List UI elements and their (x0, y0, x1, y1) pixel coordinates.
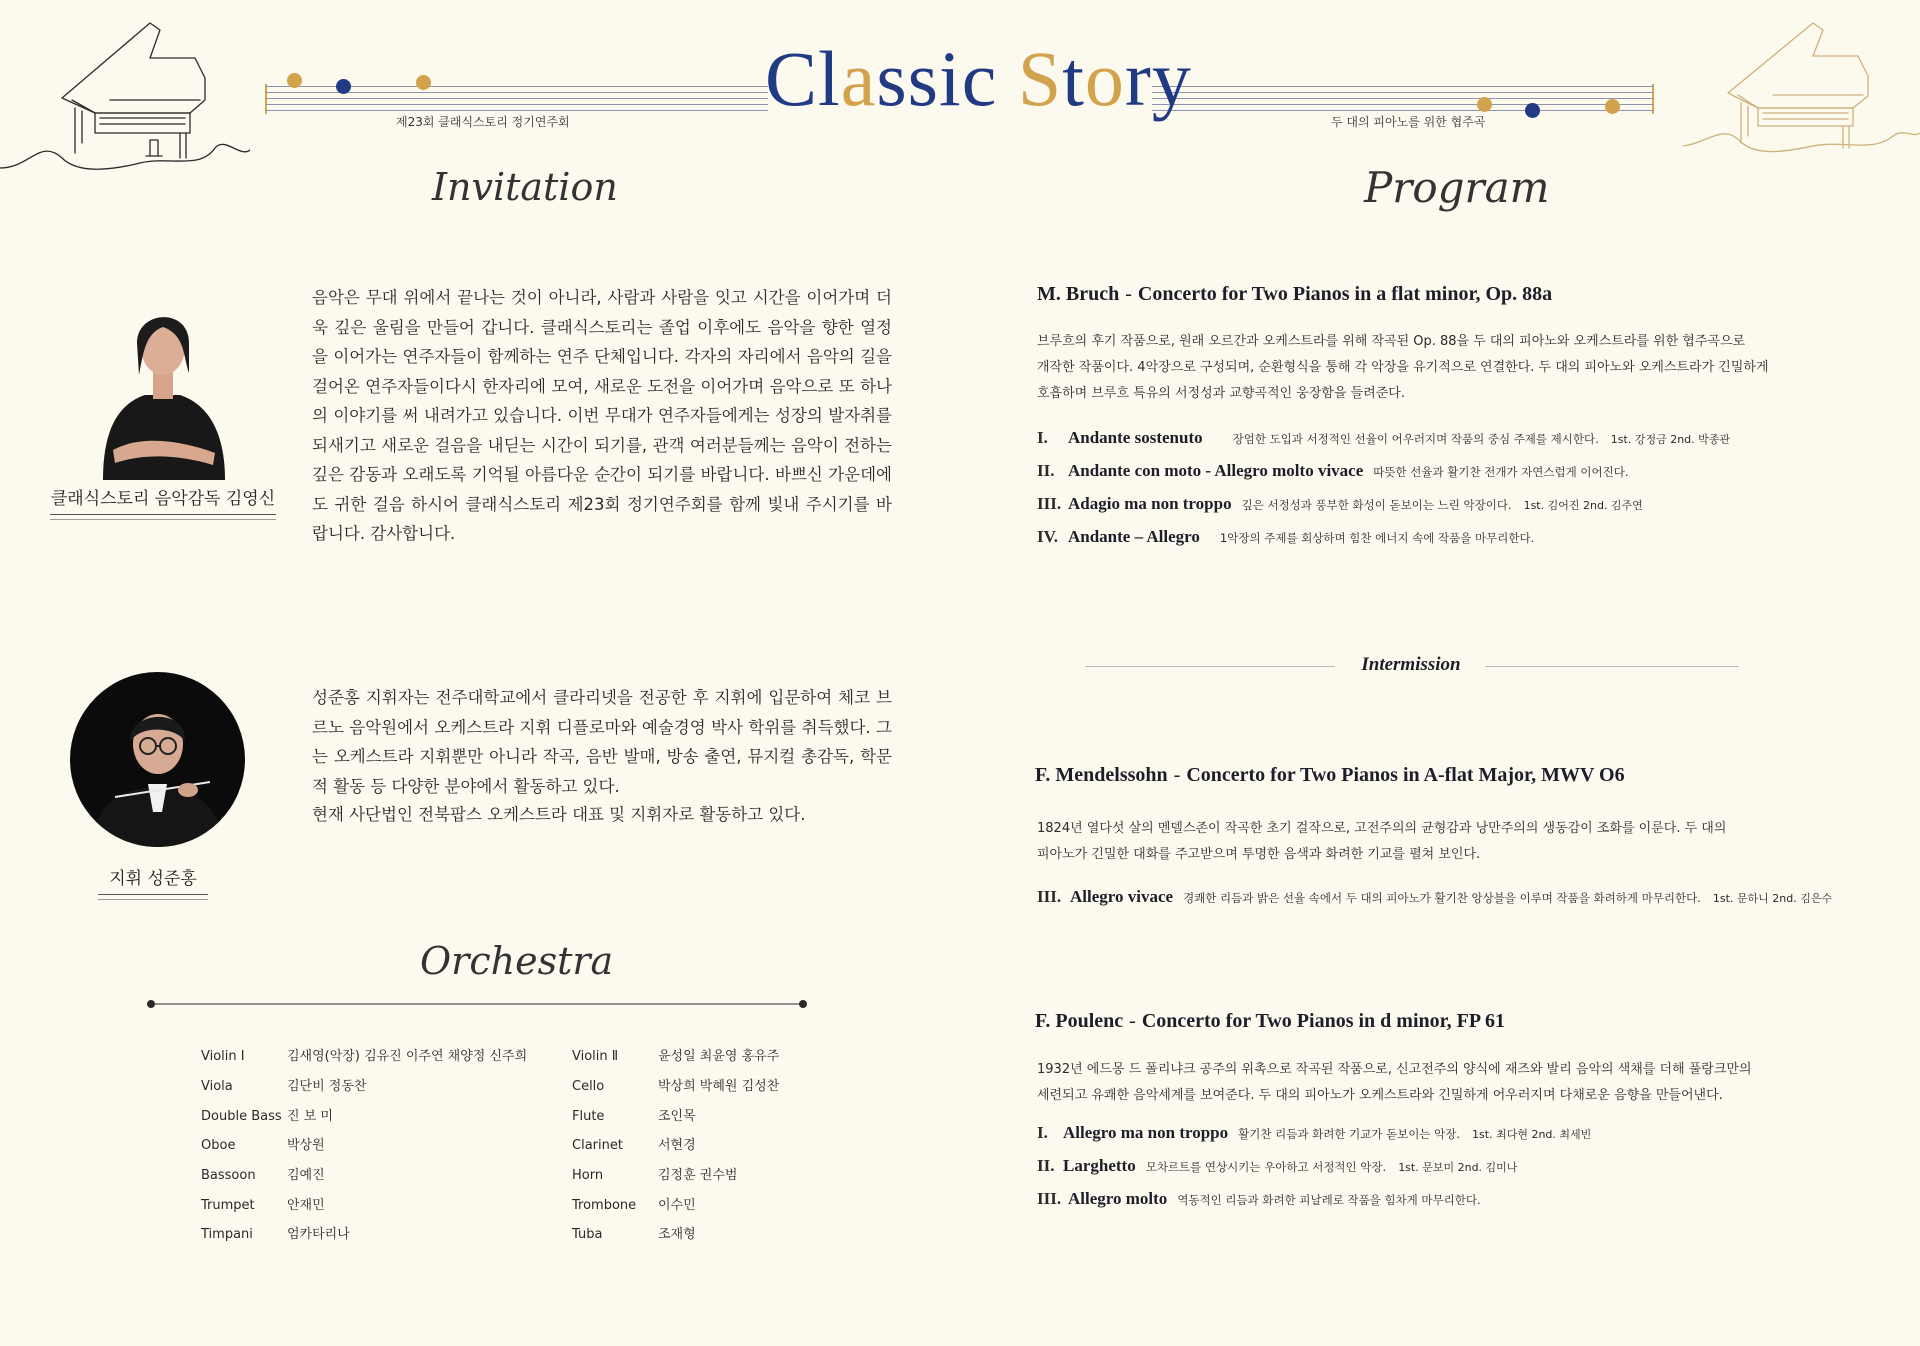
instrument-label: Oboe (201, 1138, 236, 1153)
description-line: 호흡하며 브루흐 특유의 서정성과 교향곡적인 웅장함을 들려준다. (1037, 386, 1405, 401)
movement-desc: 1악장의 주제를 회상하며 힘찬 에너지 속에 작품을 마무리한다. (1219, 531, 1535, 545)
note-dot (1605, 99, 1620, 114)
players-list: 안재민 (287, 1198, 325, 1213)
orchestra-row (572, 1194, 696, 1213)
intermission-label: Intermission (1361, 654, 1461, 675)
movement-name: Adagio ma non troppo (1068, 494, 1232, 513)
movement-name: Andante sostenuto (1068, 428, 1203, 447)
movement-desc: 모차르트를 연상시키는 우아하고 서정적인 악장. (1145, 1160, 1387, 1174)
movement-row (1037, 1156, 1517, 1176)
players-list: 박상원 (287, 1138, 325, 1153)
players-list: 김단비 정동찬 (287, 1079, 367, 1094)
movement-performers: 1st. 김어진 2nd. 김주연 (1523, 499, 1643, 512)
movement-desc: 장엄한 도입과 서정적인 선율이 어우러지며 작품의 중심 주제를 제시한다. (1232, 432, 1599, 446)
orchestra-row (201, 1164, 325, 1183)
players-list: 이수민 (658, 1198, 696, 1213)
orchestra-row (201, 1075, 366, 1094)
movement-number: I. (1037, 428, 1048, 447)
movement-desc: 깊은 서정성과 풍부한 화성이 돋보이는 느린 악장이다. (1241, 498, 1512, 512)
page-title: Classic Story (765, 35, 1192, 122)
orchestra-divider (145, 998, 810, 1010)
orchestra-row (201, 1105, 333, 1124)
conductor-photo (70, 672, 245, 847)
note-dot (287, 73, 302, 88)
instrument-label: Flute (572, 1109, 605, 1124)
description-line: 브루흐의 후기 작품으로, 원래 오르간과 오케스트라를 위해 작곡된 Op. 88을 두 대의 피아노와 오케스트라를 위한 협주곡으로 (1037, 334, 1746, 349)
movement-performers: 1st. 문하니 2nd. 김은수 (1712, 892, 1833, 905)
players-list: 박상희 박혜원 김성찬 (658, 1079, 780, 1094)
note-dot (1525, 103, 1540, 118)
staff-lines-right (1152, 84, 1654, 114)
orchestra-row (201, 1223, 350, 1242)
note-dot (416, 75, 431, 90)
orchestra-row (572, 1075, 779, 1094)
players-list: 윤성일 최윤영 홍유주 (658, 1049, 780, 1064)
work-title: Concerto for Two Pianos in d minor, FP 61 (1141, 1010, 1505, 1032)
movement-row (1037, 1189, 1493, 1209)
players-list: 엄카타리나 (287, 1227, 350, 1242)
work-title: Concerto for Two Pianos in A-flat Major, MWV O6 (1186, 764, 1625, 786)
concert-edition-caption: 제23회 클래식스토리 정기연주회 (396, 115, 570, 129)
movement-performers: 1st. 강정금 2nd. 박종관 (1610, 433, 1731, 446)
instrument-label: Clarinet (572, 1138, 623, 1153)
movement-number: III. (1037, 887, 1062, 906)
players-list: 서현경 (658, 1138, 696, 1153)
composer-name: F. Poulenc (1035, 1010, 1124, 1032)
movement-name: Andante – Allegro (1068, 527, 1200, 546)
conductor-bio-paragraph: 현재 사단법인 전북팝스 오케스트라 대표 및 지휘자로 활동하고 있다. (312, 805, 806, 824)
movement-row (1037, 494, 1643, 514)
piece-title: M. Bruch - Concerto for Two Pianos in a flat minor, Op. 88a (1037, 283, 1553, 305)
instrument-label: Trumpet (201, 1198, 255, 1213)
players-list: 진 보 미 (287, 1109, 333, 1124)
description-line: 1932년 에드몽 드 폴리냐크 공주의 위촉으로 작곡된 작품으로, 신고전주의 양식에 재즈와 발리 음악의 색채를 더해 풀랑크만의 (1037, 1062, 1752, 1077)
invitation-heading: Invitation (432, 165, 618, 209)
intermission-divider (1085, 654, 1739, 678)
movement-row (1037, 428, 1730, 448)
instrument-label: Viola (201, 1079, 233, 1094)
piece-title: F. Mendelssohn - Concerto for Two Pianos in A-flat Major, MWV O6 (1035, 764, 1625, 786)
note-dot (1477, 97, 1492, 112)
description-line: 1824년 열다섯 살의 멘델스존이 작곡한 초기 걸작으로, 고전주의의 균형감과 낭만주의의 생동감이 조화를 이룬다. 두 대의 (1037, 821, 1727, 836)
movement-number: II. (1037, 1156, 1055, 1175)
movement-desc: 따뜻한 선율과 활기찬 전개가 자연스럽게 이어진다. (1373, 465, 1629, 479)
movement-number: II. (1037, 461, 1055, 480)
director-name-caption: 클래식스토리 음악감독 김영신 (50, 484, 276, 509)
movement-desc: 활기찬 리듬과 화려한 기교가 돋보이는 악장. (1238, 1127, 1461, 1141)
movement-row (1037, 527, 1546, 547)
conductor-bio-paragraph: 성준홍 지휘자는 전주대학교에서 클라리넷을 전공한 후 지휘에 입문하여 체코 브르노 음악원에서 오케스트라 지휘 디플로마와 예술경영 박사 학위를 취득했다. 그는 오케스트라 지휘뿐만 아니라 작곡, 음반 발매, 방송 출연, 뮤지컬 총감독, 학문적 활동 등 다양한 분야에서 활동하고 있다. (312, 688, 892, 796)
movement-name: Larghetto (1063, 1156, 1136, 1175)
movement-name: Allegro ma non troppo (1063, 1123, 1229, 1142)
movement-name: Allegro vivace (1070, 887, 1174, 906)
instrument-label: Trombone (572, 1198, 637, 1213)
movement-number: IV. (1037, 527, 1058, 546)
description-line: 피아노가 긴밀한 대화를 주고받으며 투명한 음색과 화려한 기교를 펼쳐 보인다. (1037, 847, 1481, 862)
instrument-label: Violin Ⅱ (572, 1049, 619, 1064)
conductor-name-caption: 지휘 성준홍 (98, 864, 208, 889)
movement-row (1037, 461, 1641, 481)
composer-name: M. Bruch (1037, 283, 1120, 305)
piano-line-drawing-left (0, 18, 250, 173)
players-list: 김새영(악장) 김유진 이주연 채양정 신주희 (287, 1049, 528, 1064)
director-message: 음악은 무대 위에서 끝나는 것이 아니라, 사람과 사람을 잇고 시간을 이어가며 더욱 깊은 울림을 만들어 갑니다. 클래식스토리는 졸업 이후에도 음악을 향한 열정을 이어가는 연주자들이 함께하는 연주 단체입니다. 각자의 자리에서 음악의 길을 걸어온 연주자들이다시 한자리에 모여, 새로운 도전을 이어가며 음악으로 또 하나의 이야기를 써 내려가고 있습니다. 이번 무대가 연주자들에게는 성장의 발자취를 되새기고 새로운 걸음을 내딛는 시간이 되기를, 관객 여러분들께는 음악이 전하는 깊은 감동과 오래도록 기억될 아름다운 순간이 되기를 바랍니다. 바쁘신 가운데에도 귀한 걸음 하시어 클래식스토리 제23회 정기연주회를 함께 빛내 주시기를 바랍니다. 감사합니다. (312, 288, 892, 543)
work-title: Concerto for Two Pianos in a flat minor, Op. 88a (1137, 283, 1553, 305)
note-dot (336, 79, 351, 94)
movement-number: III. (1037, 1189, 1062, 1208)
orchestra-row (201, 1134, 325, 1153)
players-list: 김예진 (287, 1168, 325, 1183)
instrument-label: Tuba (572, 1227, 603, 1242)
movement-row (1037, 887, 1832, 907)
movement-performers: 1st. 최다현 2nd. 최세빈 (1472, 1128, 1592, 1141)
movement-number: I. (1037, 1123, 1048, 1142)
movement-name: Allegro molto (1068, 1189, 1168, 1208)
orchestra-row (572, 1134, 696, 1153)
orchestra-row (572, 1164, 737, 1183)
instrument-label: Bassoon (201, 1168, 256, 1183)
players-list: 조재형 (658, 1227, 696, 1242)
movement-desc: 경쾌한 리듬과 밝은 선율 속에서 두 대의 피아노가 활기찬 앙상블을 이루며 작품을 화려하게 마무리한다. (1183, 891, 1701, 905)
piano-line-drawing-right (1683, 18, 1920, 158)
composer-name: F. Mendelssohn (1035, 764, 1168, 786)
description-line: 개작한 작품이다. 4악장으로 구성되며, 순환형식을 통해 각 악장을 유기적으로 연결한다. 두 대의 피아노와 오케스트라가 긴밀하게 (1037, 360, 1769, 375)
movement-desc: 역동적인 리듬과 화려한 피날레로 작품을 힘차게 마무리한다. (1177, 1193, 1481, 1207)
movement-name: Andante con moto - Allegro molto vivace (1068, 461, 1364, 480)
description-line: 세련되고 유쾌한 음악세계를 보여준다. 두 대의 피아노가 오케스트라와 긴밀하게 어우러지며 다채로운 음향을 만들어낸다. (1037, 1088, 1723, 1103)
program-heading: Program (1364, 163, 1550, 212)
orchestra-row (572, 1105, 696, 1124)
concert-theme-caption: 두 대의 피아노를 위한 협주곡 (1331, 115, 1486, 129)
instrument-label: Double Bass (201, 1109, 282, 1124)
instrument-label: Timpani (201, 1227, 253, 1242)
players-list: 김정훈 권수범 (658, 1168, 738, 1183)
orchestra-row (201, 1194, 325, 1213)
orchestra-row (201, 1045, 527, 1064)
instrument-label: Horn (572, 1168, 604, 1183)
instrument-label: Violin Ⅰ (201, 1049, 245, 1064)
movement-row (1037, 1123, 1591, 1143)
movement-performers: 1st. 문보미 2nd. 김미나 (1398, 1161, 1518, 1174)
instrument-label: Cello (572, 1079, 605, 1094)
orchestra-row (572, 1223, 696, 1242)
players-list: 조인목 (658, 1109, 696, 1124)
orchestra-heading: Orchestra (420, 939, 614, 983)
director-photo (85, 285, 240, 480)
piece-title: F. Poulenc - Concerto for Two Pianos in d minor, FP 61 (1035, 1010, 1505, 1032)
orchestra-row (572, 1045, 779, 1064)
movement-number: III. (1037, 494, 1062, 513)
